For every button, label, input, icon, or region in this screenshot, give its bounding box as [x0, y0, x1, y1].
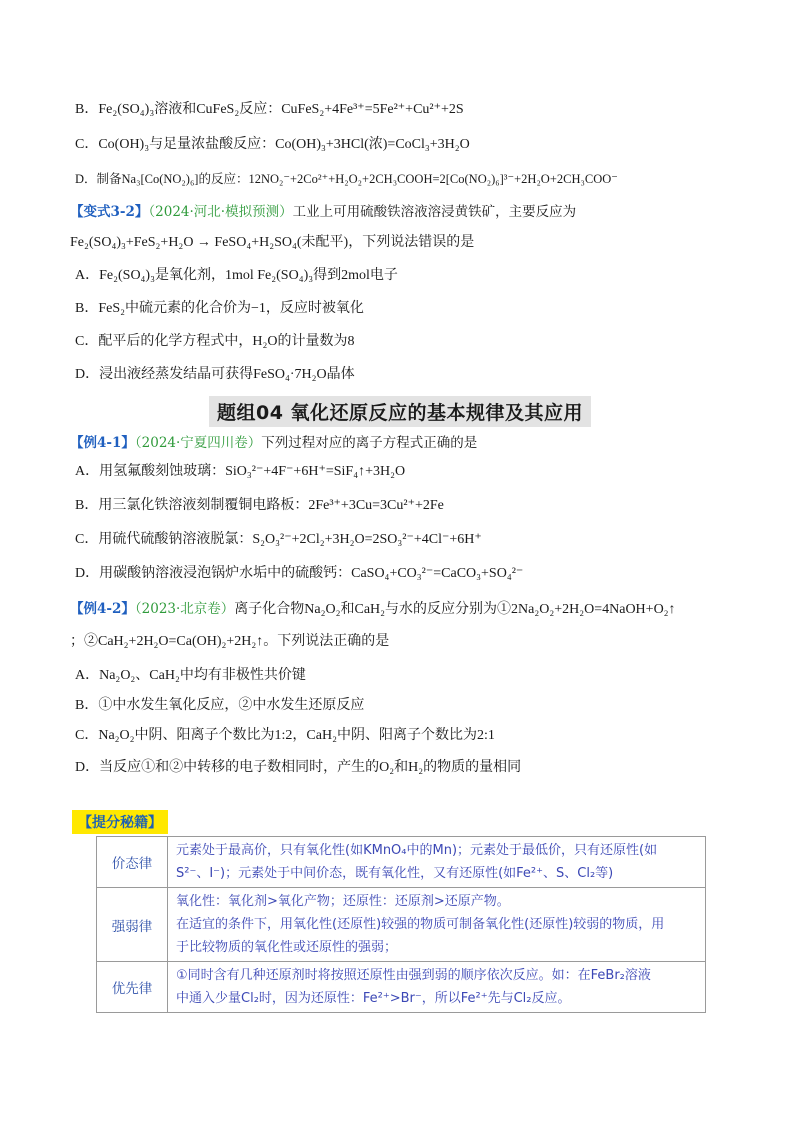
example-tag: 【例4-2】	[70, 601, 135, 617]
rule-line: 元素处于最高价，只有氧化性(如KMnO₄中的Mn)；元素处于最低价，只有还原性(如	[176, 843, 658, 858]
option-a-4: A．Na₂O₂、CaH₂中均有非极性共价键	[75, 668, 306, 683]
rule-line: ①同时含有几种还原剂时将按照还原性由强到弱的顺序依次反应。如：在FeBr₂溶液	[176, 968, 651, 983]
option-b-2: B．FeS₂中硫元素的化合价为−1，反应时被氧化	[75, 301, 364, 316]
table-row	[97, 888, 706, 962]
option-a-3: A．用氢氟酸刻蚀玻璃：SiO₃²⁻+4F⁻+6H⁺=SiF₄↑+3H₂O	[75, 464, 406, 479]
example-source: （2024·宁夏四川卷）	[134, 435, 262, 451]
example-4-2-cont: ；②CaH₂+2H₂O=Ca(OH)₂+2H₂↑。下列说法正确的是	[70, 634, 390, 649]
variant-3-2-header	[70, 201, 730, 223]
example-text: 离子化合物Na₂O₂和CaH₂与水的反应分别为①2Na₂O₂+2H₂O=4NaOH+O₂↑	[234, 602, 676, 617]
rule-line: S²⁻、I⁻)；元素处于中间价态，既有氧化性，又有还原性(如Fe²⁺、S、Cl₂等)	[176, 866, 614, 881]
option-d-2: D．浸出液经蒸发结晶可获得FeSO₄·7H₂O晶体	[75, 367, 355, 382]
option-b-3: B．用三氯化铁溶液刻制覆铜电路板：2Fe³⁺+3Cu=3Cu²⁺+2Fe	[75, 498, 444, 513]
rule-line: 于比较物质的氧化性或还原性的强弱；	[176, 940, 398, 955]
option-d-1: D．制备Na₃[Co(NO₂)₆]的反应：12NO₂⁻+2Co²⁺+H₂O₂+2CH₃COOH=2[Co(NO₂)₆]³⁻+2H₂O+2CH₃COO⁻	[75, 172, 618, 186]
table-row	[97, 962, 706, 1013]
option-b-4: B．①中水发生氧化反应，②中水发生还原反应	[75, 698, 365, 713]
option-b-1: B．Fe₂(SO₄)₃溶液和CuFeS₂反应：CuFeS₂+4Fe³⁺=5Fe²⁺+Cu²⁺+2S	[75, 102, 464, 117]
tip-label: 【提分秘籍】	[72, 810, 168, 834]
option-d-4: D．当反应①和②中转移的电子数相同时，产生的O₂和H₂的物质的量相同	[75, 760, 522, 775]
example-4-1-header	[70, 432, 730, 454]
example-4-2-header	[70, 598, 730, 621]
variant-tag: 【变式3-2】	[70, 204, 149, 220]
variant-3-2-equation: Fe₂(SO₄)₃+FeS₂+H₂O → FeSO₄+H₂SO₄(未配平)，下列说法错误的是	[70, 235, 475, 250]
example-text: 下列过程对应的离子方程式正确的是	[261, 435, 478, 451]
variant-text: 工业上可用硫酸铁溶液溶浸黄铁矿，主要反应为	[292, 204, 577, 220]
rule-line: 氧化性：氧化剂>氧化产物；还原性：还原剂>还原产物。	[176, 894, 510, 909]
rule-line: 中通入少量Cl₂时，因为还原性：Fe²⁺>Br⁻，所以Fe²⁺先与Cl₂反应。	[176, 991, 571, 1006]
rule-line: 在适宜的条件下，用氧化性(还原性)较强的物质可制备氧化性(还原性)较弱的物质，用	[176, 917, 665, 932]
rule-name: 优先律	[97, 962, 168, 1013]
rule-desc	[168, 837, 706, 888]
variant-source: （2024·河北·模拟预测）	[148, 204, 293, 220]
option-a-2: A．Fe₂(SO₄)₃是氧化剂，1mol Fe₂(SO₄)₃得到2mol电子	[75, 268, 398, 283]
rule-desc	[168, 888, 706, 962]
rule-name: 价态律	[97, 837, 168, 888]
option-d-3: D．用碳酸钠溶液浸泡锅炉水垢中的硫酸钙：CaSO₄+CO₃²⁻=CaCO₃+SO₄²⁻	[75, 566, 524, 581]
option-c-4: C．Na₂O₂中阴、阳离子个数比为1:2，CaH₂中阴、阳离子个数比为2:1	[75, 728, 495, 743]
section-heading: 题组04 氧化还原反应的基本规律及其应用	[0, 396, 800, 427]
option-c-1: C．Co(OH)₃与足量浓盐酸反应：Co(OH)₃+3HCl(浓)=CoCl₃+3H₂O	[75, 137, 470, 152]
table-row	[97, 837, 706, 888]
rules-table	[96, 836, 706, 1013]
option-c-2: C．配平后的化学方程式中，H₂O的计量数为8	[75, 334, 355, 349]
option-c-3: C．用硫代硫酸钠溶液脱氯：S₂O₃²⁻+2Cl₂+3H₂O=2SO₃²⁻+4Cl⁻+6H⁺	[75, 532, 482, 547]
example-tag: 【例4-1】	[70, 435, 135, 451]
rule-desc	[168, 962, 706, 1013]
rule-name: 强弱律	[97, 888, 168, 962]
example-source: （2023·北京卷）	[134, 601, 235, 617]
